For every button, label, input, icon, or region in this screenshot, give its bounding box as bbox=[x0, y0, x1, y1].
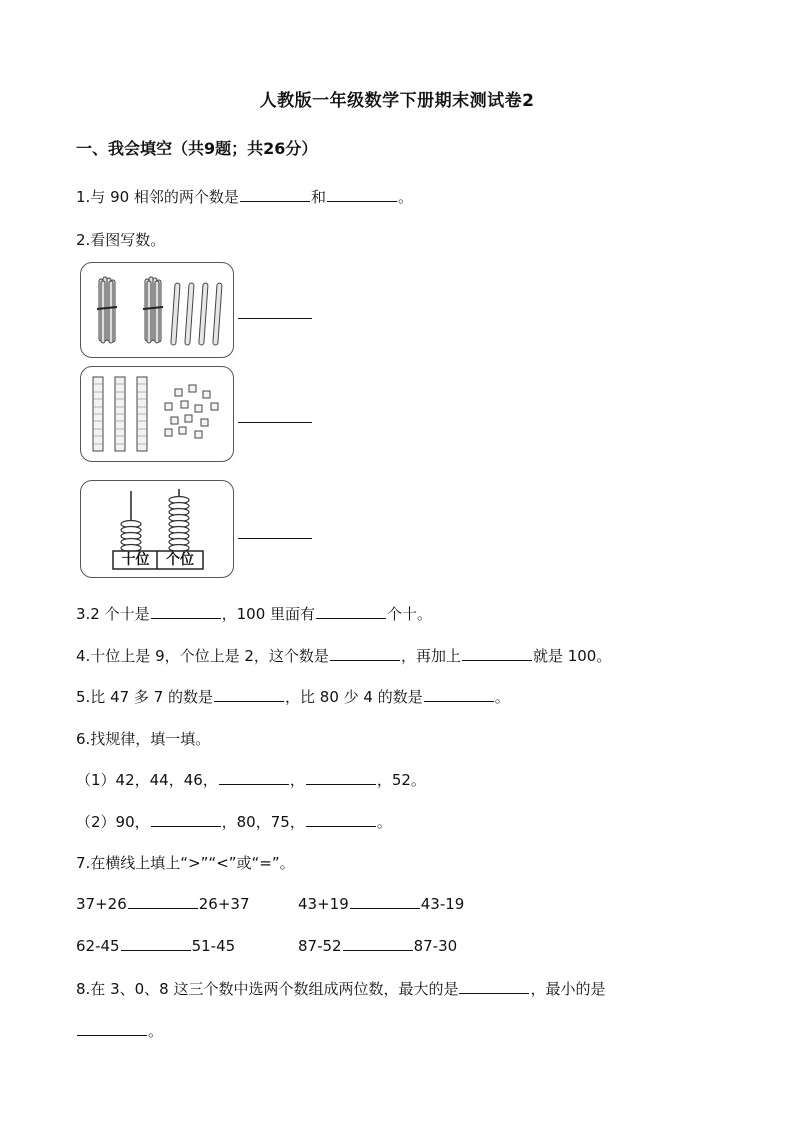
bundles-picture bbox=[80, 262, 234, 358]
question-7: 7.在横线上填上“>”“<”或“=”。 bbox=[76, 854, 295, 872]
answer-blank[interactable] bbox=[151, 604, 221, 619]
answer-blank[interactable] bbox=[316, 604, 386, 619]
abacus-tens-label: 十位 bbox=[121, 552, 150, 568]
question-8: 8.在 3、0、8 这三个数中选两个数组成两位数，最大的是 ，最小的是 bbox=[76, 980, 606, 998]
question-3: 3.2 个十是 ，100 里面有 个十。 bbox=[76, 605, 433, 623]
compare-item: 62-45 51-45 bbox=[76, 937, 236, 955]
compare-item: 43+19 43-19 bbox=[298, 895, 465, 913]
question-1: 1.与 90 相邻的两个数是 和 。 bbox=[76, 188, 413, 206]
abacus-ones-label: 个位 bbox=[166, 552, 194, 568]
answer-blank-picture-2[interactable] bbox=[238, 422, 312, 423]
answer-blank-picture-3[interactable] bbox=[238, 538, 312, 539]
answer-blank[interactable] bbox=[219, 770, 289, 785]
blocks-picture bbox=[80, 366, 234, 462]
question-8-continued: 。 bbox=[76, 1020, 163, 1041]
answer-blank[interactable] bbox=[459, 979, 529, 994]
answer-blank[interactable] bbox=[327, 187, 397, 202]
compare-item: 37+26 26+37 bbox=[76, 895, 250, 913]
answer-blank[interactable] bbox=[330, 646, 400, 661]
question-6: 6.找规律，填一填。 bbox=[76, 730, 211, 748]
answer-blank[interactable] bbox=[343, 936, 413, 951]
ten-blocks-illustration bbox=[81, 367, 233, 461]
answer-blank[interactable] bbox=[128, 894, 198, 909]
answer-blank-picture-1[interactable] bbox=[238, 318, 312, 319]
abacus-picture bbox=[80, 480, 234, 578]
question-4: 4.十位上是 9，个位上是 2，这个数是 ，再加上 就是 100。 bbox=[76, 647, 612, 665]
answer-blank[interactable] bbox=[151, 812, 221, 827]
abacus-illustration bbox=[81, 481, 233, 577]
question-6-part-2: （2）90， ，80，75， 。 bbox=[76, 813, 392, 831]
question-2: 2.看图写数。 bbox=[76, 231, 166, 249]
answer-blank[interactable] bbox=[240, 187, 310, 202]
answer-blank[interactable] bbox=[306, 770, 376, 785]
answer-blank[interactable] bbox=[350, 894, 420, 909]
page-title: 人教版一年级数学下册期末测试卷2 bbox=[259, 91, 535, 111]
question-6-part-1: （1）42，44，46， ， ，52。 bbox=[76, 771, 426, 789]
answer-blank[interactable] bbox=[462, 646, 532, 661]
stick-bundles-illustration bbox=[81, 263, 233, 357]
compare-item: 87-52 87-30 bbox=[298, 937, 458, 955]
question-5: 5.比 47 多 7 的数是 ，比 80 少 4 的数是 。 bbox=[76, 688, 510, 706]
answer-blank[interactable] bbox=[121, 936, 191, 951]
section-heading: 一、我会填空（共9题；共26分） bbox=[76, 139, 318, 158]
answer-blank[interactable] bbox=[77, 1021, 147, 1036]
answer-blank[interactable] bbox=[306, 812, 376, 827]
answer-blank[interactable] bbox=[424, 687, 494, 702]
answer-blank[interactable] bbox=[214, 687, 284, 702]
